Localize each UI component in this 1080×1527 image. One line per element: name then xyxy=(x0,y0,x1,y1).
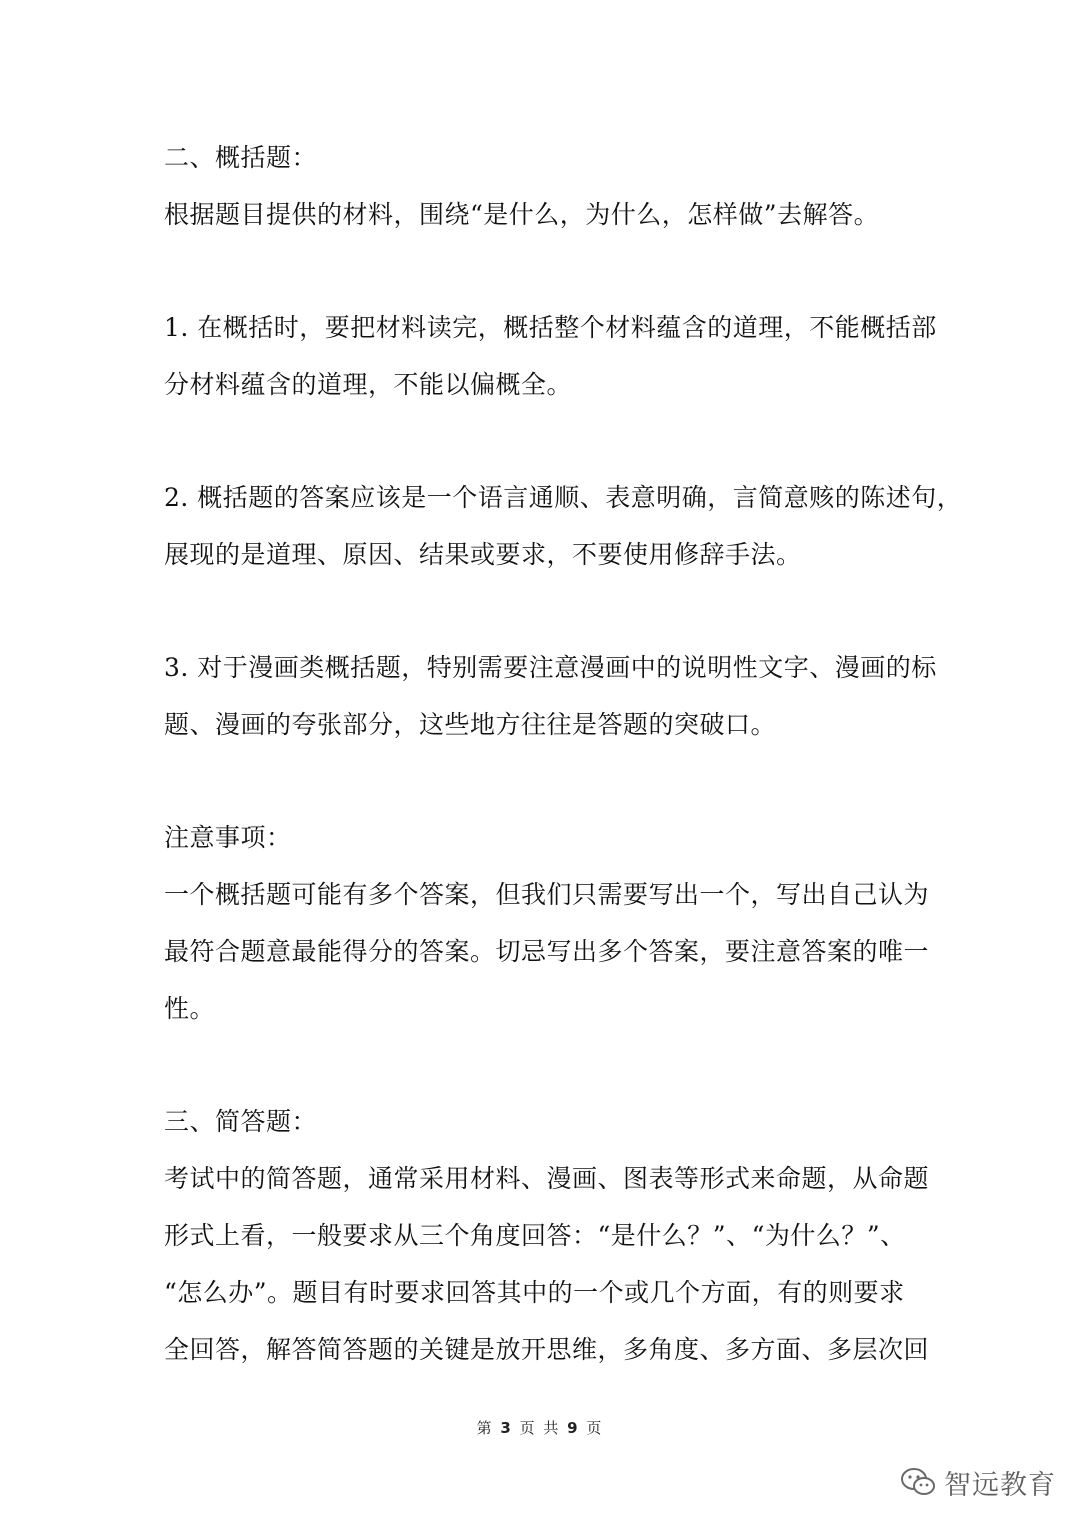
paragraph-line: 一个概括题可能有多个答案，但我们只需要写出一个，写出自己认为 xyxy=(164,880,930,909)
section-heading-summary: 二、概括题： xyxy=(164,143,318,172)
watermark-text: 智远教育 xyxy=(944,1469,1056,1501)
current-page-number: 3 xyxy=(500,1419,513,1437)
footer-suffix: 页 xyxy=(586,1419,604,1437)
footer-middle: 页 共 xyxy=(519,1419,561,1437)
section-heading-notes: 注意事项： xyxy=(164,823,292,852)
watermark xyxy=(900,1462,1056,1502)
paragraph-line: 考试中的简答题，通常采用材料、漫画、图表等形式来命题，从命题 xyxy=(164,1164,930,1193)
paragraph-line: 全回答，解答简答题的关键是放开思维，多角度、多方面、多层次回 xyxy=(164,1335,930,1364)
paragraph-line: 3. 对于漫画类概括题，特别需要注意漫画中的说明性文字、漫画的标 xyxy=(164,653,937,682)
paragraph-line: 2. 概括题的答案应该是一个语言通顺、表意明确，言简意赅的陈述句， xyxy=(164,483,963,512)
footer-prefix: 第 xyxy=(476,1419,494,1437)
section-heading-short-answer: 三、简答题： xyxy=(164,1107,318,1136)
paragraph-line: 最符合题意最能得分的答案。切忌写出多个答案，要注意答案的唯一 xyxy=(164,937,930,966)
total-pages-number: 9 xyxy=(567,1419,580,1437)
paragraph-line: 展现的是道理、原因、结果或要求，不要使用修辞手法。 xyxy=(164,540,802,569)
paragraph-line: 分材料蕴含的道理，不能以偏概全。 xyxy=(164,370,573,399)
paragraph-line: “怎么办”。题目有时要求回答其中的一个或几个方面，有的则要求 xyxy=(164,1278,905,1307)
paragraph-line: 性。 xyxy=(164,994,216,1023)
paragraph-line: 1. 在概括时，要把材料读完，概括整个材料蕴含的道理，不能概括部 xyxy=(164,313,937,342)
wechat-icon xyxy=(900,1467,936,1497)
paragraph-line: 根据题目提供的材料，围绕“是什么，为什么，怎样做”去解答。 xyxy=(164,200,880,229)
page-footer xyxy=(0,1418,1080,1438)
paragraph-line: 形式上看，一般要求从三个角度回答：“是什么？”、“为什么？”、 xyxy=(164,1221,906,1250)
paragraph-line: 题、漫画的夸张部分，这些地方往往是答题的突破口。 xyxy=(164,710,777,739)
